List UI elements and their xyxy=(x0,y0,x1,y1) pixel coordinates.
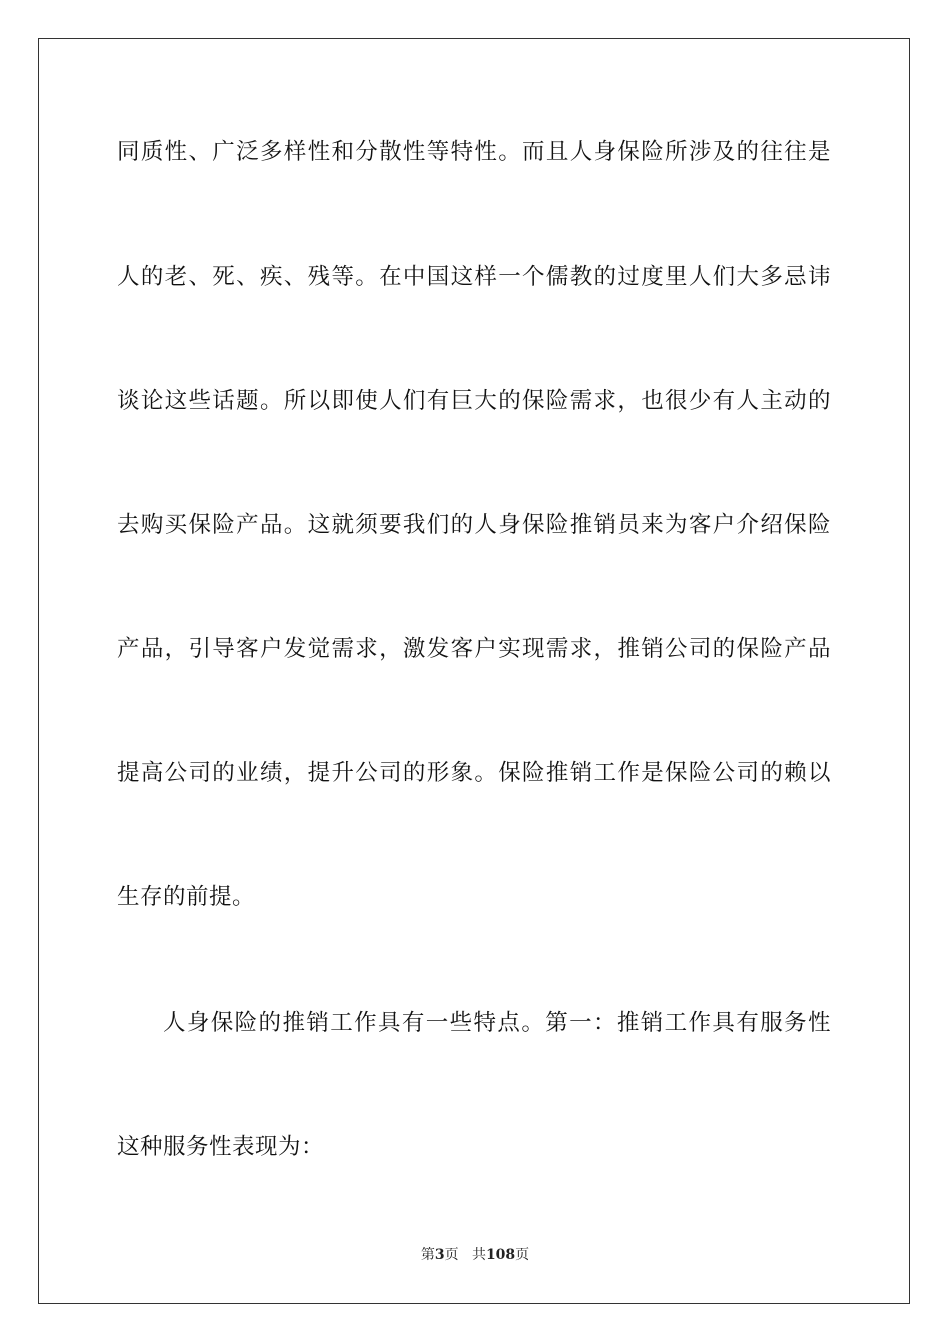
paragraph-2-line-1: 人身保险的推销工作具有一些特点。第一：推销工作具有服务性 xyxy=(163,1010,831,1036)
body-line-1: 同质性、广泛多样性和分散性等特性。而且人身保险所涉及的往往是 xyxy=(117,139,831,165)
footer-prefix: 第 xyxy=(420,1247,435,1263)
footer-page-suffix: 页 xyxy=(444,1247,459,1263)
body-line-6: 提高公司的业绩，提升公司的形象。保险推销工作是保险公司的赖以 xyxy=(117,760,831,786)
footer-page-number: 3 xyxy=(434,1247,445,1263)
body-line-3: 谈论这些话题。所以即使人们有巨大的保险需求，也很少有人主动的 xyxy=(117,388,831,414)
footer-total-pages: 108 xyxy=(485,1247,516,1263)
page-footer xyxy=(0,1246,950,1264)
footer-total-suffix: 页 xyxy=(515,1247,530,1263)
footer-total-prefix: 共 xyxy=(471,1247,486,1263)
body-line-7: 生存的前提。 xyxy=(117,884,256,910)
page-border xyxy=(38,38,910,1304)
body-line-4: 去购买保险产品。这就须要我们的人身保险推销员来为客户介绍保险 xyxy=(117,512,831,538)
paragraph-2-line-2: 这种服务性表现为： xyxy=(117,1134,325,1160)
body-line-5: 产品，引导客户发觉需求，激发客户实现需求，推销公司的保险产品 xyxy=(117,636,831,662)
body-line-2: 人的老、死、疾、残等。在中国这样一个儒教的过度里人们大多忌讳 xyxy=(117,264,831,290)
